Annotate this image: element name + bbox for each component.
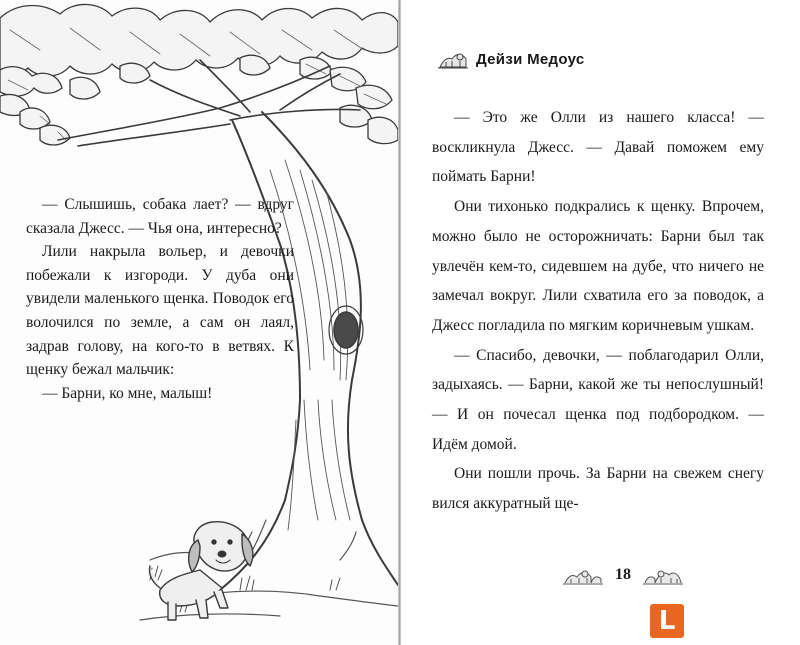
- paragraph: Они пошли прочь. За Барни на свежем снегу вился аккуратный ще-: [432, 465, 764, 513]
- dog-vignette-icon: [438, 49, 468, 69]
- right-page-text: [432, 103, 764, 519]
- paragraph: Лили накрыла вольер, и девочки побежали к изгороди. У дуба они увидели маленького щенка. Поводок его волочился по земле, а сам он лаял, задрав голову, на кого-то в ветвях. К щенку бежал мальчик:: [26, 243, 294, 379]
- paragraph: Они тихонько подкрались к щенку. Впрочем, можно было не осторожничать: Барни был так увлечён кем-то, сидевшем на дубе, что ничего не замечал вокруг. Лили схватила его за поводок, а Джесс погладила по мягким коричневым ушкам.: [432, 198, 764, 334]
- book-author: Дейзи Медоус: [476, 50, 585, 68]
- page-folio: [548, 563, 698, 587]
- paragraph: — Слышишь, собака лает? — вдруг сказала Джесс. — Чья она, интересно?: [26, 196, 294, 237]
- page-number: 18: [615, 566, 631, 583]
- left-page-text: [26, 193, 294, 405]
- paragraph: — Барни, ко мне, малыш!: [42, 384, 213, 402]
- left-page: [0, 0, 398, 645]
- watermark-letter: L: [658, 606, 676, 636]
- dog-vignette-icon: [641, 565, 685, 585]
- publisher-watermark: [650, 604, 684, 638]
- running-head: [438, 46, 585, 72]
- paragraph: — Спасибо, девочки, — поблагодарил Олли, задыхаясь. — Барни, какой же ты непослушный! — И он почесал щенка под подбородком. — Идём домой.: [432, 346, 764, 453]
- dog-vignette-icon: [561, 565, 605, 585]
- paragraph: — Это же Олли из нашего класса! — воскликнула Джесс. — Давай поможем ему поймать Барни!: [432, 109, 764, 186]
